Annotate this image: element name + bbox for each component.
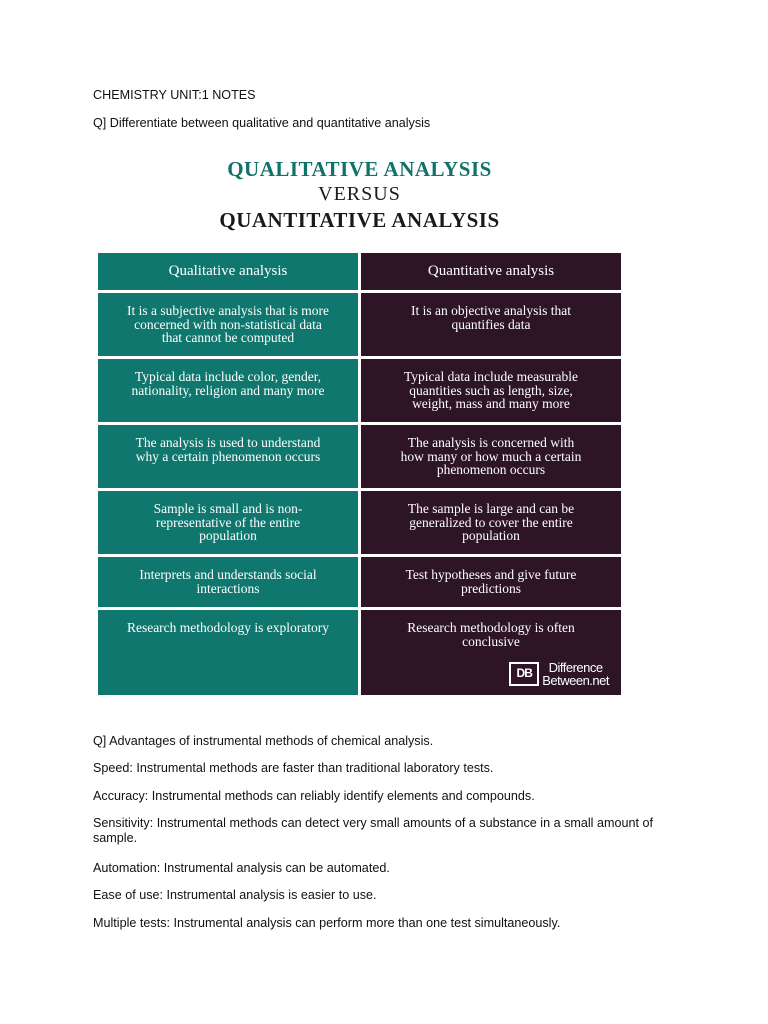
qualitative-cell: The analysis is used to understand why a certain phenomenon occurs — [98, 425, 358, 491]
infographic-title-quantitative: QUANTITATIVE ANALYSIS — [219, 208, 500, 232]
comparison-infographic — [98, 150, 621, 695]
quantitative-cell: It is an objective analysis that quantifies data — [361, 293, 621, 359]
logo-wordmark: Difference Between.net — [542, 660, 609, 688]
notes-heading: CHEMISTRY UNIT:1 NOTES — [93, 88, 256, 102]
quantitative-column-header: Quantitative analysis — [361, 253, 621, 293]
db-logo-icon: DB — [509, 662, 539, 686]
qualitative-cell: Interprets and understands social interactions — [98, 557, 358, 610]
qualitative-cell: It is a subjective analysis that is more concerned with non-statistical data that cannot be computed — [98, 293, 358, 359]
question-2: Q] Advantages of instrumental methods of chemical analysis. — [93, 734, 434, 748]
advantage-sensitivity: Sensitivity: Instrumental methods can detect very small amounts of a substance in a small amount of sample. — [93, 816, 653, 845]
advantage-speed: Speed: Instrumental methods are faster than traditional laboratory tests. — [93, 761, 494, 775]
advantage-multiple-tests: Multiple tests: Instrumental analysis can perform more than one test simultaneously. — [93, 916, 561, 930]
quantitative-cell: Research methodology is often conclusive DB Difference Between.net — [361, 610, 621, 695]
infographic-title-versus: VERSUS — [318, 183, 401, 205]
advantage-ease-of-use: Ease of use: Instrumental analysis is easier to use. — [93, 888, 377, 902]
infographic-title-qualitative: QUALITATIVE ANALYSIS — [227, 157, 492, 181]
qualitative-column-header: Qualitative analysis — [98, 253, 358, 293]
qualitative-cell: Research methodology is exploratory — [98, 610, 358, 695]
comparison-table — [98, 253, 621, 695]
qualitative-cell: Sample is small and is non- representative of the entire population — [98, 491, 358, 557]
difference-between-logo — [509, 661, 609, 687]
question-1: Q] Differentiate between qualitative and quantitative analysis — [93, 116, 431, 130]
quantitative-cell: The sample is large and can be generalized to cover the entire population — [361, 491, 621, 557]
advantage-accuracy: Accuracy: Instrumental methods can reliably identify elements and compounds. — [93, 789, 535, 803]
qualitative-cell: Typical data include color, gender, nationality, religion and many more — [98, 359, 358, 425]
advantage-automation: Automation: Instrumental analysis can be automated. — [93, 861, 390, 875]
quantitative-cell: The analysis is concerned with how many or how much a certain phenomenon occurs — [361, 425, 621, 491]
quantitative-cell: Typical data include measurable quantities such as length, size, weight, mass and many more — [361, 359, 621, 425]
quantitative-cell: Test hypotheses and give future predictions — [361, 557, 621, 610]
